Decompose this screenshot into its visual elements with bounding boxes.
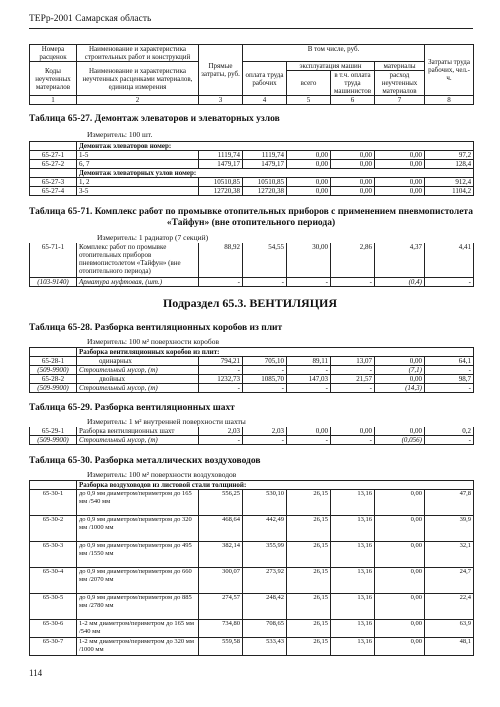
col-mat-consumption: расход неучтенных материалов xyxy=(375,71,425,96)
table-row: 65-27-2 6, 7 1479,17 1479,17 0,00 0,00 0,00 128,4 xyxy=(30,160,474,169)
subsection-title: Подраздел 65.3. ВЕНТИЛЯЦИЯ xyxy=(162,296,338,310)
group-heading: Демонтаж элеваторных узлов номер: xyxy=(77,169,474,178)
running-header: ТЕРр-2001 Самарская область xyxy=(29,14,152,24)
material-row: (103-9140) Арматура муфтовая, (шт.) - - - - (0,4) - xyxy=(30,277,474,286)
table-65-29 xyxy=(29,427,474,445)
table-65-30 xyxy=(29,480,474,656)
material-row: (509-9900) Строительный мусор, (т) - - - - (7,1) - xyxy=(30,366,474,375)
table-65-30-title: Таблица 65-30. Разборка металлических воздуховодов xyxy=(29,456,261,466)
col-materials: материалы xyxy=(375,62,425,71)
table-row: 65-30-2 до 0,9 мм диаметром/периметром до 320 мм /1000 мм 468,64 442,49 26,15 13,16 0,00 39,9 xyxy=(30,516,474,542)
table-row: 65-29-1 Разборка вентиляционных шахт 2,03 2,03 0,00 0,00 0,00 0,2 xyxy=(30,427,474,436)
column-numbers-row: 1 2 3 4 5 6 7 8 xyxy=(30,96,474,105)
table-65-29-measure: Измеритель: 1 м² внутренней поверхности шахты xyxy=(87,417,246,426)
table-65-28-measure: Измеритель: 100 м² поверхности коробов xyxy=(87,337,219,346)
col-operators-wages: в т.ч. оплата труда машинистов xyxy=(331,71,375,96)
page-number: 114 xyxy=(29,668,43,678)
col-code-label: Номера расценок xyxy=(30,45,77,62)
table-row: 65-30-3 до 0,9 мм диаметром/периметром до 495 мм /1550 мм 382,14 355,99 26,15 13,16 0,00 32,1 xyxy=(30,542,474,568)
table-row: 65-28-1 одинарных 794,21 705,10 89,11 13,07 0,00 64,1 xyxy=(30,357,474,366)
table-65-29-title: Таблица 65-29. Разборка вентиляционных шахт xyxy=(29,403,235,413)
group-heading: Демонтаж элеваторов номер: xyxy=(77,142,474,151)
table-row: 65-30-4 до 0,9 мм диаметром/периметром до 660 мм /2070 мм 300,07 273,92 26,15 13,16 0,00 24,7 xyxy=(30,568,474,594)
table-65-27-title: Таблица 65-27. Демонтаж элеваторов и элеваторных узлов xyxy=(29,114,280,124)
col-incl-label: В том числе, руб. xyxy=(243,45,425,62)
table-65-71-measure: Измеритель: 1 радиатор (7 секций) xyxy=(97,233,209,242)
table-65-28-title: Таблица 65-28. Разборка вентиляционных коробов из плит xyxy=(29,323,283,333)
col-machines: эксплуатация машин xyxy=(287,62,375,71)
material-row: (509-9900) Строительный мусор, (т) - - - - (0,056) - xyxy=(30,436,474,445)
column-header-table xyxy=(29,44,474,105)
table-65-28 xyxy=(29,347,474,393)
col-mat-name-label: Наименование и характеристика неучтенных расценками материалов, единица измерения xyxy=(77,62,199,96)
group-heading: Разборка вентиляционных коробов из плит: xyxy=(77,348,474,357)
table-row: 65-28-2 двойных 1232,73 1085,70 147,03 21,57 0,00 98,7 xyxy=(30,375,474,384)
table-row: 65-30-6 1-2 мм диаметром/периметром до 165 мм /540 мм 734,80 708,65 26,15 13,16 0,00 63,9 xyxy=(30,620,474,638)
col-wages: оплата труда рабочих xyxy=(243,62,287,96)
table-row: 65-27-4 3-5 12720,38 12720,38 0,00 0,00 0,00 1104,2 xyxy=(30,187,474,196)
table-row: 65-30-7 1-2 мм диаметром/периметром до 320 мм /1000 мм 559,58 533,43 26,15 13,16 0,00 48,1 xyxy=(30,638,474,656)
col-name-label: Наименование и характеристика строительных работ и конструкций xyxy=(77,45,199,62)
table-65-27-measure: Измеритель: 100 шт. xyxy=(87,130,153,139)
table-row: 65-27-3 1, 2 10510,85 10510,85 0,00 0,00 0,00 912,4 xyxy=(30,178,474,187)
col-direct-costs: Прямые затраты, руб. xyxy=(199,45,243,96)
table-row: 65-27-1 1-5 1119,74 1119,74 0,00 0,00 0,00 97,2 xyxy=(30,151,474,160)
table-65-27 xyxy=(29,141,474,196)
table-row: 65-30-1 до 0,9 мм диаметром/периметром до 165 мм /540 мм 556,25 530,10 26,15 13,16 0,00 47,8 xyxy=(30,490,474,516)
col-labor-hours: Затраты труда рабочих, чел.-ч. xyxy=(425,45,474,96)
group-heading: Разборка воздуховодов из листовой стали толщиной: xyxy=(77,481,474,490)
table-65-71-title: Таблица 65-71. Комплекс работ по промывке отопительных приборов с применением пневмопистолета «Тайфун» (вне отопительного периода) xyxy=(29,207,473,228)
header-rule xyxy=(29,28,473,29)
material-row: (509-9900) Строительный мусор, (т) - - - - (14,3) - xyxy=(30,384,474,393)
table-row: 65-71-1 Комплекс работ по промывке отопительных приборов пневмопистолетом «Тайфун» (вне отопительного периода) 88,92 54,55 30,00 2,86 4,37 4,41 xyxy=(30,243,474,277)
table-65-30-measure: Измеритель: 100 м² поверхности воздуховодов xyxy=(87,470,237,479)
table-65-71 xyxy=(29,243,474,287)
col-machines-total: всего xyxy=(287,71,331,96)
table-row: 65-30-5 до 0,9 мм диаметром/периметром до 885 мм /2780 мм 274,57 248,42 26,15 13,16 0,00 22,4 xyxy=(30,594,474,620)
col-mat-code-label: Коды неучтенных материалов xyxy=(30,62,77,96)
